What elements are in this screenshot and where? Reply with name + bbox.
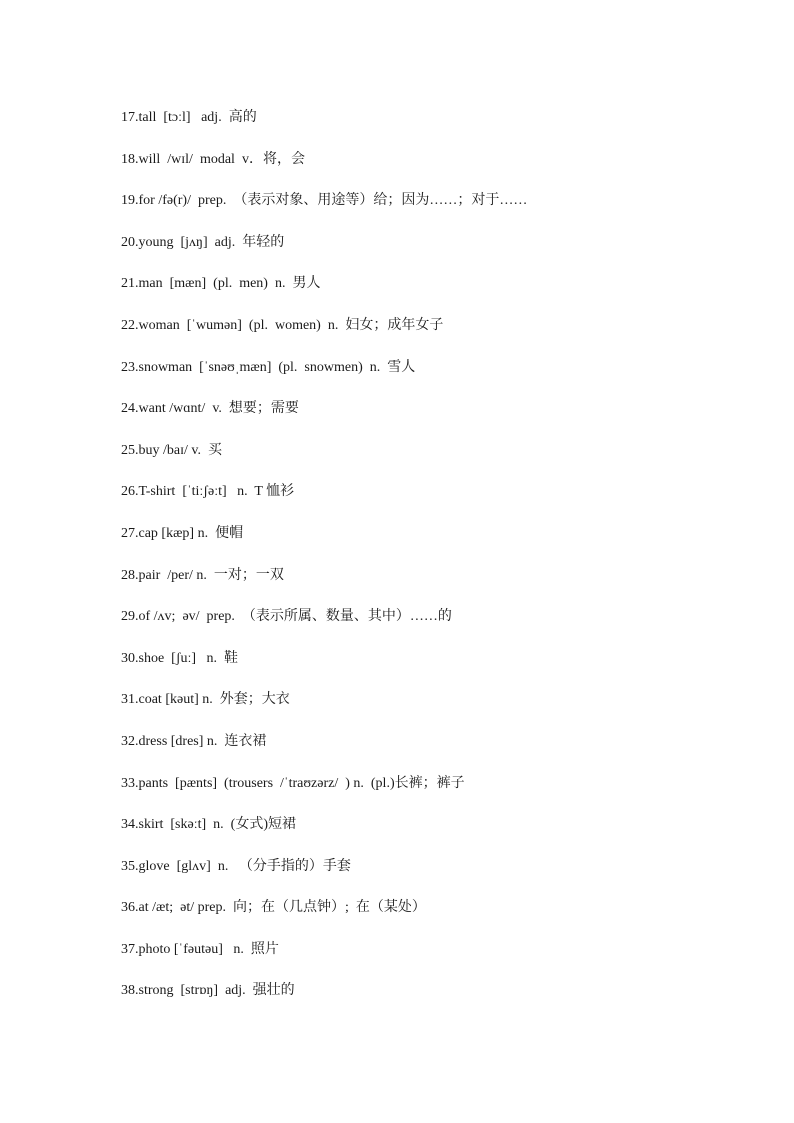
vocab-entry-18: 18.will /wɪl/ modal v．将，会 [121, 151, 305, 167]
vocab-entry-17: 17.tall [tɔːl] adj. 高的 [121, 110, 257, 125]
vocab-entry-24: 24.want /wɑnt/ v. 想要；需要 [121, 401, 299, 417]
vocab-entry-37: 37.photo [ˈfəutəu] n. 照片 [121, 941, 279, 957]
vocab-entry-32: 32.dress [dres] n. 连衣裙 [121, 733, 267, 749]
vocab-entry-28: 28.pair /per/ n. 一对；一双 [121, 567, 284, 583]
vocab-entry-19: 19.for /fə(r)/ prep. （表示对象、用途等）给；因为……；对于…… [121, 193, 528, 209]
vocab-entry-26: 26.T-shirt [ˈtiːʃəːt] n. T 恤衫 [121, 484, 295, 500]
vocab-entry-38: 38.strong [strɒŋ] adj. 强壮的 [121, 983, 295, 999]
vocab-entry-21: 21.man [mæn] (pl. men) n. 男人 [121, 276, 321, 292]
vocab-entry-23: 23.snowman [ˈsnəʊˌmæn] (pl. snowmen) n. 雪人 [121, 359, 416, 375]
vocab-entry-33: 33.pants [pænts] (trousers /ˈtraʊzərz/ ) n. (pl.)长裤；裤子 [121, 775, 465, 791]
vocab-entry-29: 29.of /ʌv; əv/ prep. （表示所属、数量、其中）……的 [121, 609, 452, 625]
vocab-entry-31: 31.coat [kəut] n. 外套；大衣 [121, 692, 290, 708]
vocab-entry-35: 35.glove [glʌv] n. （分手指的）手套 [121, 858, 351, 874]
vocab-entry-22: 22.woman [ˈwumən] (pl. women) n. 妇女；成年女子 [121, 317, 444, 333]
vocab-entry-30: 30.shoe [ʃuː] n. 鞋 [121, 650, 239, 666]
vocabulary-list [121, 107, 761, 1022]
vocab-entry-34: 34.skirt [skəːt] n. (女式)短裙 [121, 817, 296, 833]
vocab-entry-36: 36.at /æt; ət/ prep. 向；在（几点钟）; 在（某处） [121, 900, 426, 916]
vocab-entry-20: 20.young [jʌŋ] adj. 年轻的 [121, 234, 285, 250]
vocab-entry-25: 25.buy /baɪ/ v. 买 [121, 442, 222, 458]
vocab-entry-27: 27.cap [kæp] n. 便帽 [121, 525, 244, 541]
